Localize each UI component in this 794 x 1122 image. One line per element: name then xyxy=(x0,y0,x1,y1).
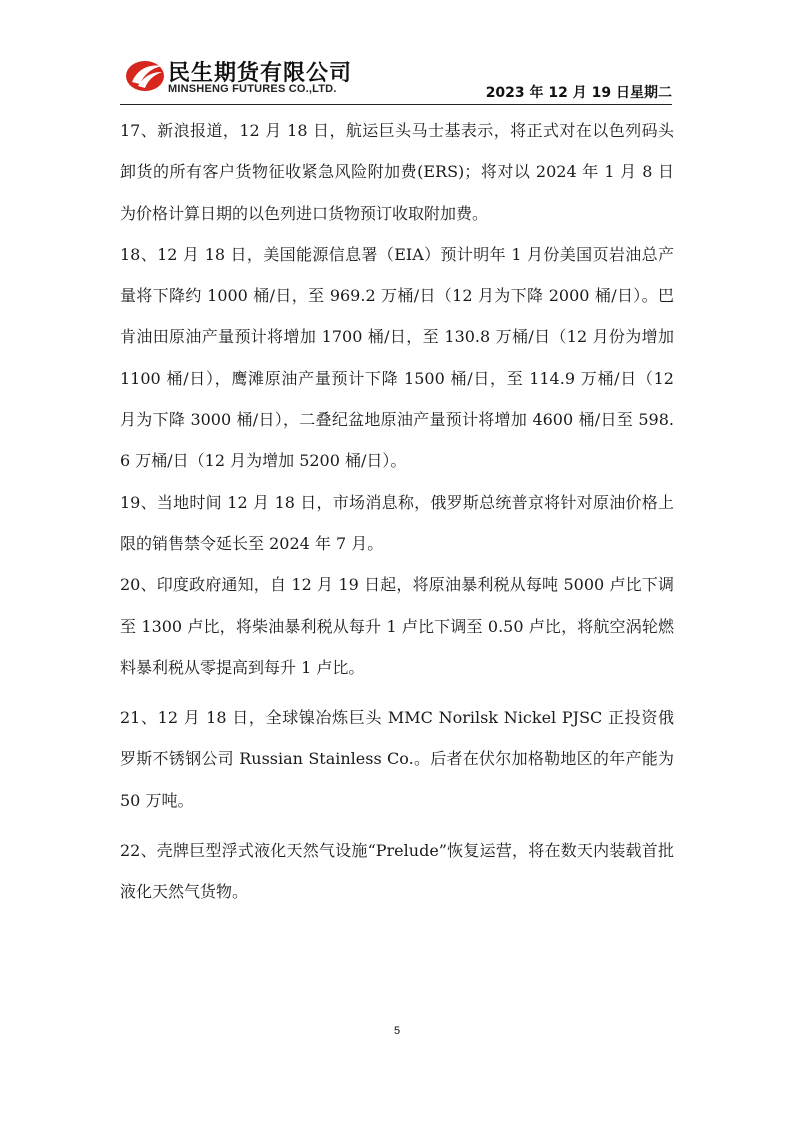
news-item-17: 17、新浪报道，12 月 18 日，航运巨头马士基表示，将正式对在以色列码头卸货的所有客户货物征收紧急风险附加费(ERS)；将对以 2024 年 1 月 8 日为价格计算日期的以色列进口货物预订收取附加费。 xyxy=(120,121,674,223)
header-divider xyxy=(120,104,672,105)
news-item-22: 22、壳牌巨型浮式液化天然气设施“Prelude”恢复运营，将在数天内装载首批液化天然气货物。 xyxy=(120,841,674,902)
company-name-en: MINSHENG FUTURES CO.,LTD. xyxy=(168,83,337,95)
page-number: 5 xyxy=(393,1025,401,1037)
report-date: 2023 年 12 月 19 日星期二 xyxy=(485,85,672,101)
news-item-21: 21、12 月 18 日，全球镍冶炼巨头 MMC Norilsk Nickel PJSC 正投资俄罗斯不锈钢公司 Russian Stainless Co.。后者在伏尔加格勒地区的年产能为 50 万吨。 xyxy=(120,708,674,810)
news-body xyxy=(120,110,674,913)
company-name-cn: 民生期货有限公司 xyxy=(168,61,353,86)
minsheng-logo-icon xyxy=(124,58,166,94)
company-logo xyxy=(124,56,364,100)
page-header xyxy=(120,56,672,104)
news-item-18: 18、12 月 18 日，美国能源信息署（EIA）预计明年 1 月份美国页岩油总产量将下降约 1000 桶/日，至 969.2 万桶/日（12 月为下降 2000 桶/日）。巴肯油田原油产量预计将增加 1700 桶/日，至 130.8 万桶/日（12 月份为增加 1100 桶/日），鹰滩原油产量预计下降 1500 桶/日，至 114.9 万桶/日（12 月为下降 3000 桶/日），二叠纪盆地原油产量预计将增加 4600 桶/日至 598.6 万桶/日（12 月为增加 5200 桶/日）。 xyxy=(120,244,674,471)
news-item-20: 20、印度政府通知，自 12 月 19 日起，将原油暴利税从每吨 5000 卢比下调至 1300 卢比，将柴油暴利税从每升 1 卢比下调至 0.50 卢比，将航空涡轮燃料暴利税从零提高到每升 1 卢比。 xyxy=(120,575,674,677)
news-item-19: 19、当地时间 12 月 18 日，市场消息称，俄罗斯总统普京将针对原油价格上限的销售禁令延长至 2024 年 7 月。 xyxy=(120,492,674,553)
